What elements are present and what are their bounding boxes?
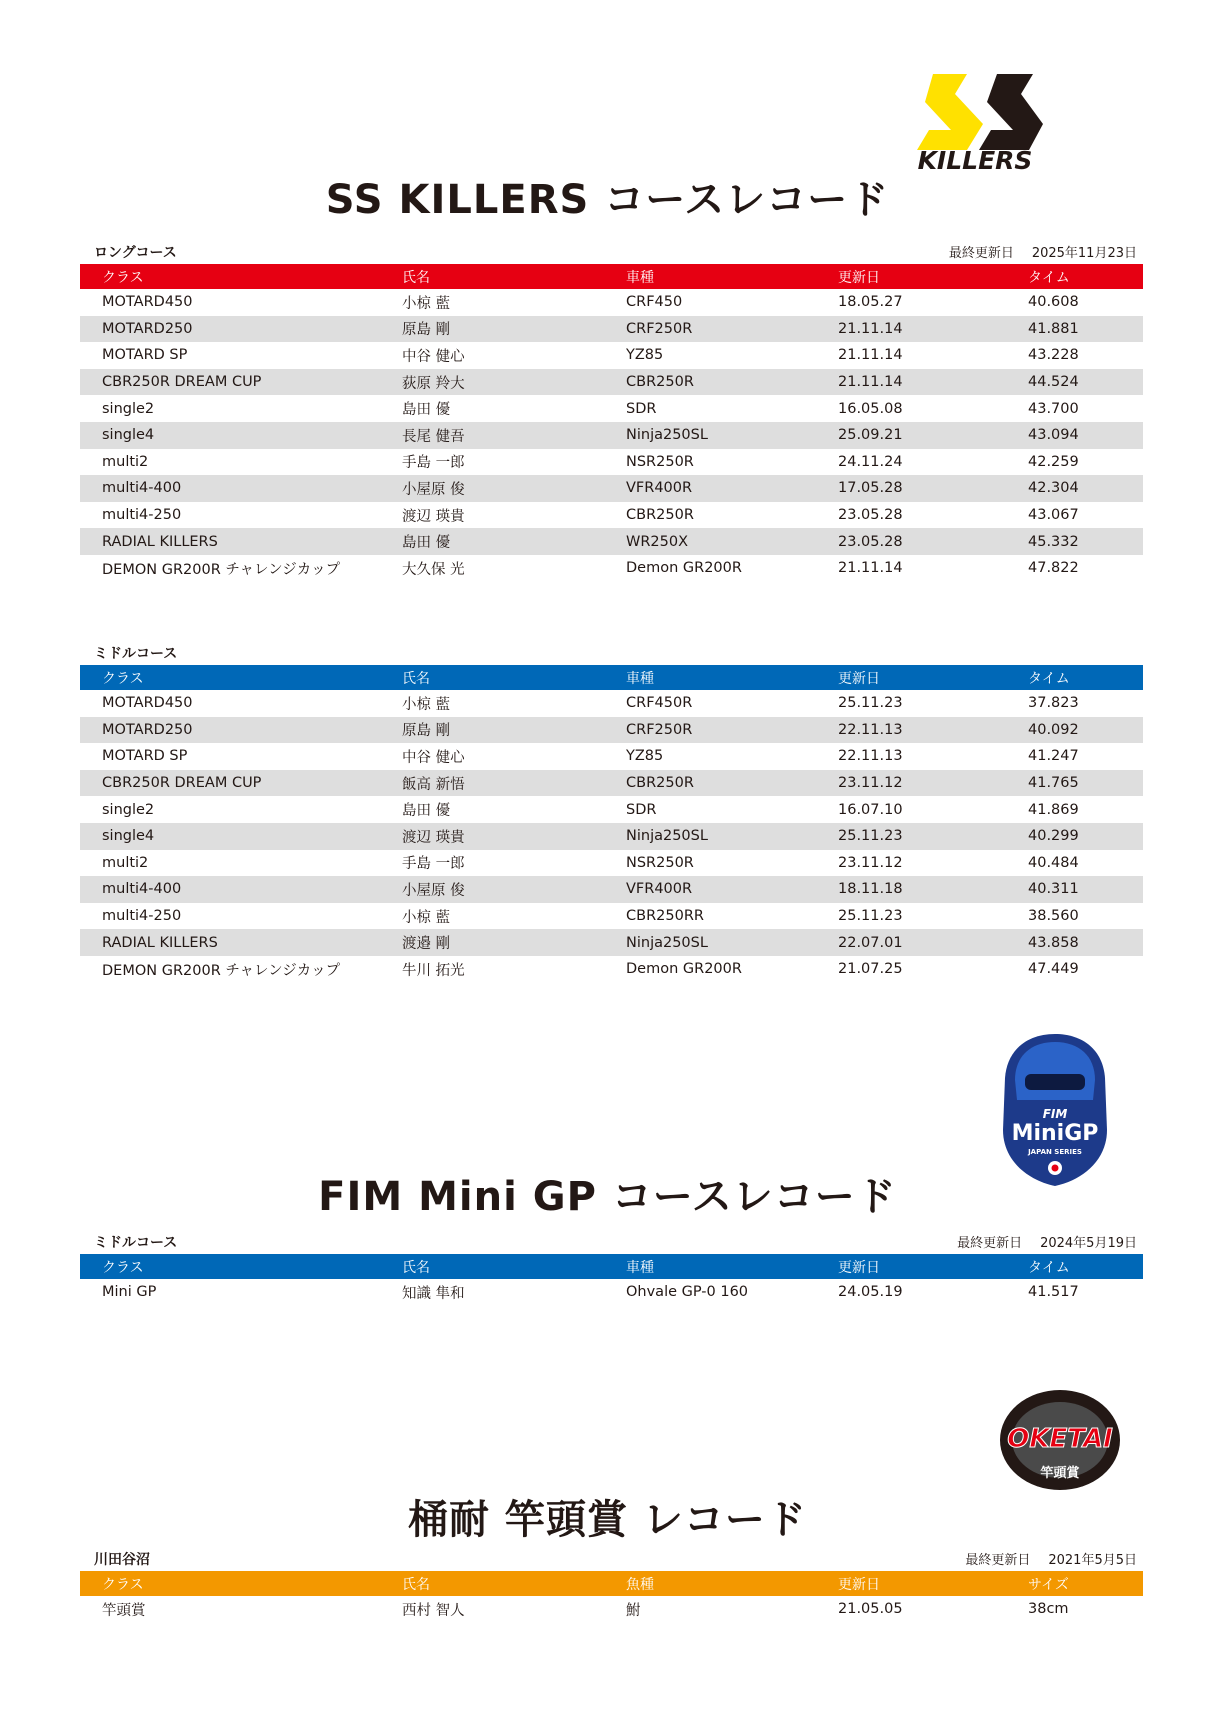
header-updated: 更新日 [838, 1576, 880, 1593]
last-updated [965, 1549, 1137, 1568]
cell-class: multi4-400 [102, 480, 182, 497]
ss-killers-logo [905, 72, 1045, 172]
table-row [80, 690, 1143, 717]
cell-date: 25.09.21 [838, 427, 903, 444]
oketai-logo [985, 1385, 1135, 1495]
table-header [80, 1254, 1143, 1279]
cell-rider: 渡辺 瑛貴 [402, 508, 465, 525]
cell-class: MOTARD450 [102, 695, 193, 712]
cell-date: 25.11.23 [838, 908, 903, 925]
cell-class: multi4-250 [102, 908, 182, 925]
cell-date: 23.05.28 [838, 533, 903, 550]
table-row [80, 929, 1143, 956]
cell-date: 16.07.10 [838, 801, 903, 818]
table-row [80, 743, 1143, 770]
table-header [80, 1571, 1143, 1596]
cell-rider: 渡辺 瑛貴 [402, 829, 465, 846]
kawadaya-pond-section [80, 1549, 1143, 1623]
section-header [80, 643, 1143, 665]
header-updated: 更新日 [838, 1259, 880, 1276]
cell-class: MOTARD450 [102, 294, 193, 311]
header-class: クラス [102, 670, 144, 687]
last-updated-date: 2021年5月5日 [1048, 1553, 1137, 1568]
table-row [80, 823, 1143, 850]
header-class: クラス [102, 1259, 144, 1276]
cell-date: 22.11.13 [838, 721, 903, 738]
cell-machine: WR250X [626, 533, 689, 550]
header-class: クラス [102, 1576, 144, 1593]
cell-time: 40.608 [1028, 294, 1079, 311]
cell-machine: Ninja250SL [626, 934, 708, 951]
cell-rider: 牛川 拓光 [402, 962, 465, 979]
header-name: 氏名 [402, 1259, 430, 1276]
cell-date: 21.11.14 [838, 320, 903, 337]
cell-date: 22.07.01 [838, 934, 903, 951]
cell-date: 22.11.13 [838, 748, 903, 765]
cell-class: single2 [102, 400, 155, 417]
cell-rider: 知識 隼和 [402, 1285, 465, 1302]
cell-class: 竿頭賞 [102, 1602, 146, 1619]
header-time: タイム [1028, 269, 1070, 286]
cell-rider: 島田 優 [402, 803, 451, 820]
header-name: 氏名 [402, 1576, 430, 1593]
cell-machine: CRF250R [626, 721, 693, 738]
cell-machine: NSR250R [626, 854, 694, 871]
cell-time: 38cm [1028, 1601, 1069, 1618]
section-header [80, 242, 1143, 264]
table-header [80, 264, 1143, 289]
cell-time: 37.823 [1028, 695, 1079, 712]
cell-machine: Ninja250SL [626, 828, 708, 845]
cell-machine: CBR250R [626, 775, 694, 792]
table-row [80, 903, 1143, 930]
cell-machine: SDR [626, 801, 657, 818]
cell-date: 21.11.14 [838, 560, 903, 577]
last-updated-label: 最終更新日 [957, 1236, 1023, 1251]
cell-class: RADIAL KILLERS [102, 533, 218, 550]
cell-time: 45.332 [1028, 533, 1079, 550]
header-time: タイム [1028, 670, 1070, 687]
cell-rider: 原島 剛 [402, 723, 451, 740]
cell-time: 40.299 [1028, 828, 1079, 845]
table-row [80, 1596, 1143, 1623]
cell-time: 44.524 [1028, 374, 1079, 391]
oketai-title: 桶耐 竿頭賞 レコード [408, 1497, 807, 1543]
cell-date: 16.05.08 [838, 400, 903, 417]
fim-minigp-title: FIM Mini GP コースレコード [318, 1174, 897, 1220]
cell-date: 21.11.14 [838, 374, 903, 391]
cell-class: MOTARD250 [102, 721, 193, 738]
cell-machine: CBR250R [626, 507, 694, 524]
cell-time: 41.765 [1028, 775, 1079, 792]
cell-machine: 鮒 [626, 1602, 641, 1619]
cell-class: MOTARD250 [102, 320, 193, 337]
cell-rider: 小屋原 俊 [402, 882, 465, 899]
cell-rider: 小椋 藍 [402, 295, 451, 312]
cell-rider: 小椋 藍 [402, 696, 451, 713]
cell-class: multi2 [102, 453, 149, 470]
svg-text:JAPAN SERIES: JAPAN SERIES [1028, 1148, 1082, 1156]
last-updated [1119, 643, 1137, 658]
cell-time: 40.092 [1028, 721, 1079, 738]
cell-time: 42.259 [1028, 453, 1079, 470]
cell-time: 43.858 [1028, 934, 1079, 951]
cell-rider: 島田 優 [402, 535, 451, 552]
cell-class: multi4-250 [102, 507, 182, 524]
cell-rider: 島田 優 [402, 402, 451, 419]
cell-time: 40.311 [1028, 881, 1079, 898]
cell-machine: Ninja250SL [626, 427, 708, 444]
last-updated [949, 242, 1137, 261]
cell-date: 18.11.18 [838, 881, 903, 898]
cell-class: CBR250R DREAM CUP [102, 775, 262, 792]
table-row [80, 449, 1143, 476]
cell-time: 41.517 [1028, 1284, 1079, 1301]
cell-rider: 荻原 羚大 [402, 375, 465, 392]
cell-class: multi2 [102, 854, 149, 871]
section-header [80, 1232, 1143, 1254]
cell-date: 17.05.28 [838, 480, 903, 497]
cell-rider: 手島 一郎 [402, 856, 465, 873]
table-row [80, 395, 1143, 422]
cell-machine: CRF450 [626, 294, 683, 311]
cell-rider: 大久保 光 [402, 561, 465, 578]
cell-time: 43.700 [1028, 400, 1079, 417]
ss-killers-title: SS KILLERS コースレコード [325, 177, 890, 223]
cell-machine: CBR250RR [626, 908, 704, 925]
table-row [80, 289, 1143, 316]
cell-class: DEMON GR200R チャレンジカップ [102, 962, 341, 979]
cell-machine: SDR [626, 400, 657, 417]
cell-class: single4 [102, 828, 155, 845]
table-row [80, 528, 1143, 555]
cell-time: 47.822 [1028, 560, 1079, 577]
table-row [80, 369, 1143, 396]
cell-class: MOTARD SP [102, 347, 188, 364]
table-row [80, 475, 1143, 502]
cell-machine: CRF250R [626, 320, 693, 337]
table-row [80, 422, 1143, 449]
table-row [80, 717, 1143, 744]
cell-time: 43.067 [1028, 507, 1079, 524]
cell-class: multi4-400 [102, 881, 182, 898]
cell-rider: 飯高 新悟 [402, 776, 465, 793]
cell-date: 23.11.12 [838, 854, 903, 871]
last-updated-date: 2024年5月19日 [1040, 1236, 1137, 1251]
cell-class: RADIAL KILLERS [102, 934, 218, 951]
header-machine: 車種 [626, 1259, 654, 1276]
table-row [80, 555, 1143, 582]
long-course-section [80, 242, 1143, 582]
cell-machine: NSR250R [626, 453, 694, 470]
table-row [80, 770, 1143, 797]
course-name: 川田谷沼 [94, 1552, 150, 1568]
cell-date: 18.05.27 [838, 294, 903, 311]
minigp-middle-course-section [80, 1232, 1143, 1306]
cell-class: DEMON GR200R チャレンジカップ [102, 561, 341, 578]
table-row [80, 796, 1143, 823]
last-updated-date: 2025年11月23日 [1031, 246, 1137, 261]
cell-machine: YZ85 [626, 347, 664, 364]
cell-date: 21.11.14 [838, 347, 903, 364]
cell-rider: 中谷 健心 [402, 749, 465, 766]
table-row [80, 850, 1143, 877]
cell-time: 41.247 [1028, 748, 1079, 765]
cell-time: 38.560 [1028, 908, 1079, 925]
cell-machine: CRF450R [626, 695, 693, 712]
cell-class: CBR250R DREAM CUP [102, 374, 262, 391]
section-header [80, 1549, 1143, 1571]
cell-class: MOTARD SP [102, 748, 188, 765]
header-name: 氏名 [402, 670, 430, 687]
header-time: サイズ [1028, 1576, 1069, 1593]
cell-date: 21.07.25 [838, 961, 903, 978]
cell-date: 24.05.19 [838, 1284, 903, 1301]
last-updated-label: 最終更新日 [948, 246, 1014, 261]
cell-date: 25.11.23 [838, 828, 903, 845]
cell-machine: Ohvale GP-0 160 [626, 1284, 749, 1301]
cell-time: 41.881 [1028, 320, 1079, 337]
cell-date: 25.11.23 [838, 695, 903, 712]
svg-text:竿頭賞: 竿頭賞 [1040, 1466, 1080, 1481]
cell-rider: 西村 智人 [402, 1602, 465, 1619]
header-time: タイム [1028, 1259, 1070, 1276]
cell-time: 41.869 [1028, 801, 1079, 818]
svg-text:KILLERS: KILLERS [917, 146, 1033, 172]
cell-rider: 渡邉 剛 [402, 936, 451, 953]
cell-machine: CBR250R [626, 374, 694, 391]
svg-text:FIM: FIM [1042, 1107, 1068, 1121]
svg-text:OKETAI: OKETAI [1007, 1424, 1113, 1454]
middle-course-section [80, 643, 1143, 983]
cell-class: Mini GP [102, 1284, 157, 1301]
cell-date: 21.05.05 [838, 1601, 903, 1618]
cell-time: 43.228 [1028, 347, 1079, 364]
cell-machine: Demon GR200R [626, 961, 742, 978]
cell-date: 23.05.28 [838, 507, 903, 524]
course-name: ミドルコース [94, 1235, 178, 1251]
last-updated [957, 1232, 1137, 1251]
table-row [80, 316, 1143, 343]
cell-rider: 原島 剛 [402, 322, 451, 339]
table-row [80, 342, 1143, 369]
cell-time: 40.484 [1028, 854, 1079, 871]
course-name: ロングコース [94, 245, 177, 261]
cell-rider: 中谷 健心 [402, 348, 465, 365]
cell-time: 42.304 [1028, 480, 1079, 497]
cell-machine: VFR400R [626, 480, 693, 497]
header-machine: 魚種 [626, 1576, 654, 1593]
header-updated: 更新日 [838, 269, 880, 286]
cell-class: single4 [102, 427, 155, 444]
table-header [80, 665, 1143, 690]
table-row [80, 956, 1143, 983]
header-updated: 更新日 [838, 670, 880, 687]
cell-time: 47.449 [1028, 961, 1079, 978]
cell-rider: 小椋 藍 [402, 909, 451, 926]
svg-text:MiniGP: MiniGP [1011, 1121, 1099, 1146]
course-name: ミドルコース [94, 646, 178, 662]
cell-machine: Demon GR200R [626, 560, 742, 577]
table-row [80, 502, 1143, 529]
table-row [80, 876, 1143, 903]
header-name: 氏名 [402, 269, 430, 286]
cell-class: single2 [102, 801, 155, 818]
cell-date: 23.11.12 [838, 775, 903, 792]
table-row [80, 1279, 1143, 1306]
cell-rider: 長尾 健吾 [402, 428, 465, 445]
last-updated-label: 最終更新日 [965, 1553, 1031, 1568]
header-class: クラス [102, 269, 144, 286]
cell-rider: 小屋原 俊 [402, 481, 465, 498]
cell-rider: 手島 一郎 [402, 455, 465, 472]
cell-machine: YZ85 [626, 748, 664, 765]
cell-machine: VFR400R [626, 881, 693, 898]
header-machine: 車種 [626, 269, 654, 286]
header-machine: 車種 [626, 670, 654, 687]
cell-date: 24.11.24 [838, 453, 903, 470]
cell-time: 43.094 [1028, 427, 1079, 444]
